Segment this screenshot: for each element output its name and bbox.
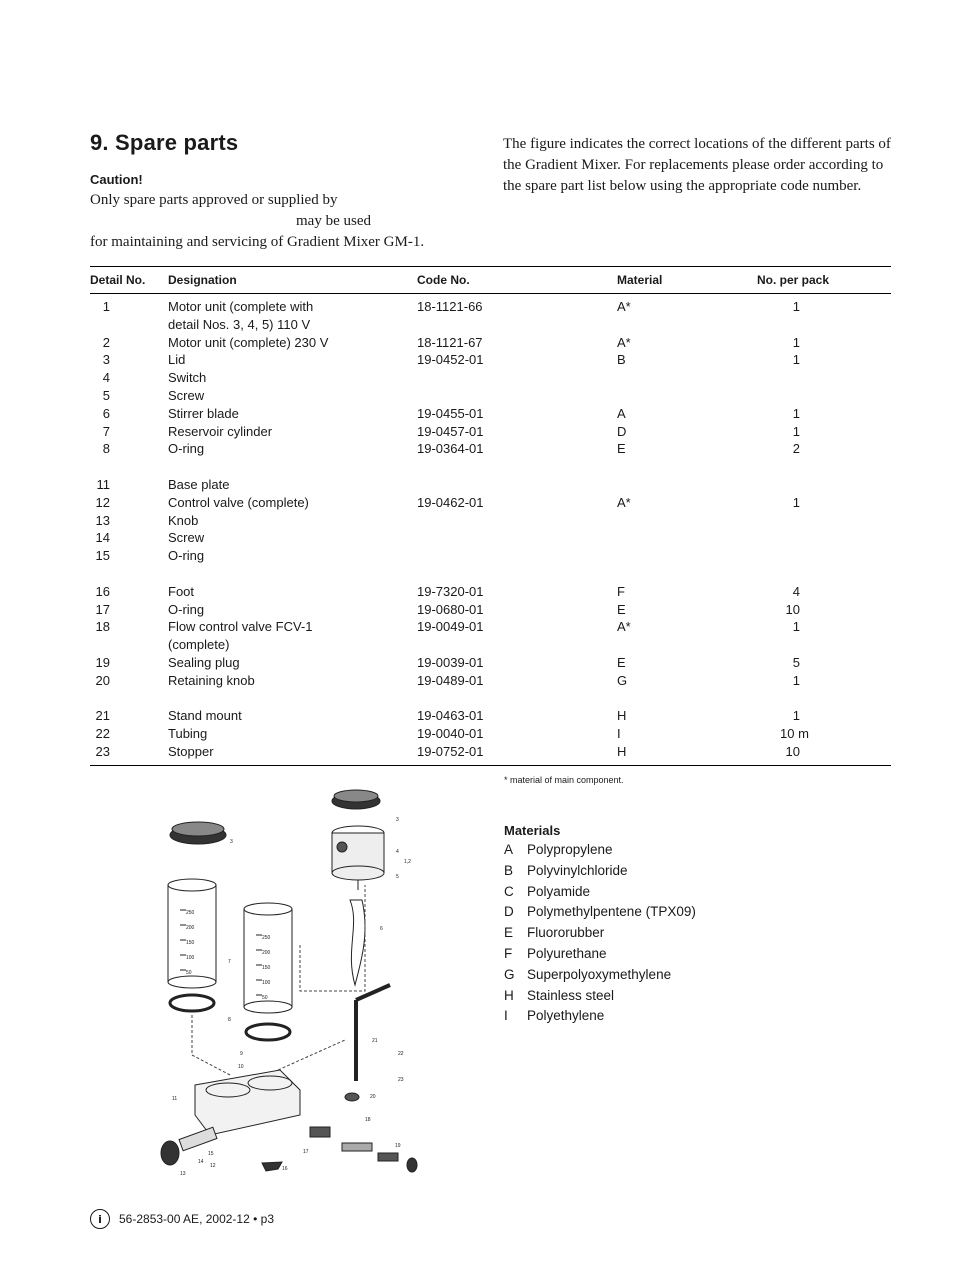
material-name: Polyvinylchloride — [527, 862, 628, 878]
table-row — [90, 618, 891, 636]
table-row — [90, 351, 891, 369]
svg-text:11: 11 — [172, 1096, 178, 1102]
per-pack-cell: 1 — [792, 334, 800, 350]
table-row — [90, 565, 891, 583]
designation-cell: detail Nos. 3, 4, 5) 110 V — [168, 316, 311, 332]
svg-text:1,2: 1,2 — [404, 859, 411, 865]
control-valve — [161, 1127, 217, 1165]
svg-text:18: 18 — [365, 1117, 371, 1123]
detail-no-cell: 6 — [102, 405, 110, 421]
table-row — [90, 334, 891, 352]
material-code: C — [504, 883, 514, 899]
per-pack-cell: 10 — [785, 743, 800, 759]
material-name: Polypropylene — [527, 842, 613, 857]
designation-cell: O-ring — [168, 548, 205, 564]
table-row — [90, 707, 891, 725]
material-cell: G — [617, 672, 628, 688]
designation-cell: Tubing — [168, 726, 208, 742]
stirrer-blade — [350, 900, 365, 985]
material-name: Stainless steel — [527, 987, 615, 1003]
designation-cell: Lid — [168, 352, 186, 368]
material-cell: E — [617, 441, 626, 457]
material-cell: A* — [617, 619, 631, 635]
material-cell: A* — [617, 334, 631, 350]
svg-text:12: 12 — [210, 1163, 216, 1169]
info-icon: i — [90, 1209, 110, 1229]
code-no-cell: 19-0457-01 — [417, 423, 484, 439]
detail-no-cell: 23 — [95, 743, 110, 759]
material-code: F — [504, 945, 513, 961]
svg-text:6: 6 — [380, 926, 383, 932]
svg-text:50: 50 — [186, 970, 192, 976]
material-code: E — [504, 925, 514, 941]
designation-cell: Retaining knob — [168, 672, 255, 688]
col-designation: Designation — [168, 273, 237, 287]
table-row — [90, 440, 891, 458]
col-detail-no: Detail No. — [90, 273, 146, 287]
material-cell: I — [617, 726, 621, 742]
material-name: Fluororubber — [527, 925, 605, 941]
table-row — [90, 672, 891, 690]
code-no-cell: 19-0040-01 — [417, 726, 484, 742]
table-row — [90, 405, 891, 423]
detail-no-cell: 5 — [102, 387, 110, 403]
page-title: 9. Spare parts — [90, 130, 239, 155]
svg-text:13: 13 — [180, 1171, 186, 1177]
material-code: D — [504, 904, 514, 920]
lid-motor-top — [334, 790, 378, 802]
designation-cell: (complete) — [168, 637, 230, 653]
code-no-cell: 18-1121-67 — [417, 334, 483, 350]
footer-text: 56-2853-00 AE, 2002-12 • p3 — [119, 1212, 274, 1226]
table-row — [90, 494, 891, 512]
material-code: H — [504, 987, 514, 1003]
material-cell: B — [617, 352, 626, 368]
material-code: B — [504, 862, 514, 878]
material-code: I — [504, 1008, 508, 1024]
table-row — [90, 601, 891, 619]
material-cell: E — [617, 654, 626, 670]
caution-line-3: for maintaining and servicing of Gradient Mixer GM-1. — [90, 234, 425, 250]
material-cell: A — [617, 405, 626, 421]
detail-no-cell: 1 — [102, 299, 110, 314]
table-row — [90, 423, 891, 441]
table-footnote: * material of main component. — [504, 775, 624, 785]
detail-no-cell: 22 — [95, 726, 110, 742]
code-no-cell: 19-0489-01 — [417, 672, 484, 688]
page-footer — [90, 1209, 274, 1229]
caution-text — [90, 190, 460, 253]
designation-cell: Stopper — [168, 743, 214, 759]
detail-no-cell: 13 — [95, 512, 110, 528]
material-name: Polymethylpentene (TPX09) — [527, 904, 696, 920]
foot — [262, 1162, 282, 1171]
caution-heading: Caution! — [90, 172, 143, 187]
table-row — [90, 298, 891, 316]
svg-text:20: 20 — [370, 1094, 376, 1100]
per-pack-cell: 1 — [792, 299, 800, 314]
table-row — [90, 387, 891, 405]
svg-text:150: 150 — [262, 965, 271, 971]
designation-cell: Motor unit (complete with — [168, 299, 314, 314]
svg-text:16: 16 — [282, 1166, 288, 1172]
caution-line-1: Only spare parts approved or supplied by — [90, 192, 338, 208]
svg-text:4: 4 — [396, 849, 399, 855]
per-pack-cell: 10 m — [780, 726, 809, 742]
designation-cell: Motor unit (complete) 230 V — [168, 334, 329, 350]
per-pack-cell: 1 — [792, 494, 800, 510]
table-row — [90, 369, 891, 387]
svg-text:150: 150 — [186, 940, 195, 946]
material-name: Polyamide — [527, 883, 591, 899]
table-row — [90, 458, 891, 476]
designation-cell: Screw — [168, 530, 205, 546]
table-row — [90, 512, 891, 530]
detail-no-cell: 15 — [95, 548, 110, 564]
detail-no-cell: 20 — [95, 672, 110, 688]
code-no-cell: 19-0752-01 — [417, 743, 484, 759]
svg-text:250: 250 — [186, 910, 195, 916]
material-cell: A* — [617, 299, 631, 314]
designation-cell: Base plate — [168, 476, 230, 492]
svg-text:100: 100 — [262, 980, 271, 986]
table-bottom-rule — [90, 765, 891, 766]
svg-text:8: 8 — [228, 1017, 231, 1023]
col-code-no: Code No. — [417, 273, 470, 287]
detail-no-cell: 16 — [95, 583, 110, 599]
material-code: A — [504, 842, 514, 857]
svg-text:50: 50 — [262, 995, 268, 1001]
detail-no-cell: 18 — [95, 619, 110, 635]
table-row — [90, 725, 891, 743]
col-material: Material — [617, 273, 663, 287]
svg-text:9: 9 — [240, 1051, 243, 1057]
svg-text:10: 10 — [238, 1064, 244, 1070]
reservoir-cylinder-left — [168, 879, 216, 988]
designation-cell: O-ring — [168, 441, 205, 457]
code-no-cell: 19-0463-01 — [417, 708, 484, 724]
o-ring-left — [170, 995, 214, 1011]
svg-text:5: 5 — [396, 874, 399, 880]
detail-no-cell: 8 — [102, 441, 110, 457]
svg-text:3: 3 — [230, 839, 233, 845]
detail-no-cell: 11 — [96, 476, 110, 492]
svg-text:14: 14 — [198, 1159, 204, 1165]
material-cell: D — [617, 423, 627, 439]
motor-unit — [332, 826, 384, 890]
table-row — [90, 690, 891, 708]
code-no-cell: 19-0455-01 — [417, 405, 484, 421]
table-row — [90, 583, 891, 601]
svg-text:3: 3 — [396, 817, 399, 823]
table-row — [90, 316, 891, 334]
designation-cell: Foot — [168, 583, 195, 599]
material-cell: F — [617, 583, 625, 599]
detail-no-cell: 3 — [102, 352, 110, 368]
code-no-cell: 19-0049-01 — [417, 619, 484, 635]
table-row — [90, 743, 891, 761]
flow-control-valve — [310, 1127, 417, 1172]
designation-cell: Screw — [168, 387, 205, 403]
col-no-per-pack: No. per pack — [757, 273, 830, 287]
code-no-cell: 19-7320-01 — [417, 583, 484, 599]
svg-text:250: 250 — [262, 935, 271, 941]
code-no-cell: 19-0680-01 — [417, 601, 484, 617]
detail-no-cell: 14 — [95, 530, 110, 546]
per-pack-cell: 1 — [792, 708, 800, 724]
per-pack-cell: 2 — [792, 441, 800, 457]
detail-no-cell: 4 — [102, 370, 110, 386]
code-no-cell: 19-0452-01 — [417, 352, 484, 368]
table-row — [90, 547, 891, 565]
designation-cell: Switch — [168, 370, 207, 386]
svg-text:7: 7 — [228, 959, 231, 965]
per-pack-cell: 1 — [792, 352, 800, 368]
designation-cell: O-ring — [168, 601, 205, 617]
material-name: Superpolyoxymethylene — [527, 966, 672, 982]
detail-no-cell: 21 — [95, 708, 110, 724]
svg-text:200: 200 — [262, 950, 271, 956]
materials-heading: Materials — [504, 823, 561, 838]
table-header — [90, 267, 891, 293]
table-row — [90, 529, 891, 547]
svg-text:100: 100 — [186, 955, 195, 961]
detail-no-cell: 12 — [95, 494, 110, 510]
table-row — [90, 476, 891, 494]
base-plate — [195, 1070, 300, 1135]
svg-text:23: 23 — [398, 1077, 404, 1083]
designation-cell: Knob — [168, 512, 199, 528]
code-no-cell: 19-0364-01 — [417, 441, 484, 457]
designation-cell: Reservoir cylinder — [168, 423, 273, 439]
exploded-view-figure — [150, 785, 425, 1185]
code-no-cell: 19-0039-01 — [417, 654, 484, 670]
table-row — [90, 636, 891, 654]
spare-parts-table — [90, 266, 891, 766]
code-no-cell: 19-0462-01 — [417, 494, 484, 510]
per-pack-cell: 4 — [792, 583, 800, 599]
code-no-cell: 18-1121-66 — [417, 299, 483, 314]
per-pack-cell: 10 — [785, 601, 800, 617]
detail-no-cell: 17 — [95, 601, 110, 617]
intro-paragraph: The figure indicates the correct locations of the different parts of the Gradient Mixer. For replacements please order according to the spare part list below using the appropriate code number. — [503, 136, 891, 194]
reservoir-cylinder-right — [244, 903, 292, 1013]
detail-no-cell: 19 — [95, 654, 110, 670]
table-body — [90, 294, 891, 765]
lid-left-top — [172, 822, 224, 836]
svg-text:200: 200 — [186, 925, 195, 931]
material-name: Polyurethane — [527, 945, 607, 961]
stand-mount — [345, 985, 390, 1101]
per-pack-cell: 1 — [792, 672, 800, 688]
per-pack-cell: 5 — [792, 654, 800, 670]
designation-cell: Control valve (complete) — [168, 494, 309, 510]
material-cell: A* — [617, 494, 631, 510]
per-pack-cell: 1 — [792, 619, 800, 635]
o-ring-right — [246, 1024, 290, 1040]
material-name: Polyethylene — [527, 1008, 605, 1024]
svg-text:21: 21 — [372, 1038, 378, 1044]
caution-line-2: may be used — [296, 213, 371, 229]
svg-text:17: 17 — [303, 1149, 309, 1155]
designation-cell: Flow control valve FCV-1 — [168, 619, 313, 635]
per-pack-cell: 1 — [792, 405, 800, 421]
designation-cell: Sealing plug — [168, 654, 240, 670]
table-row — [90, 654, 891, 672]
material-code: G — [504, 966, 515, 982]
detail-no-cell: 7 — [102, 423, 110, 439]
material-cell: E — [617, 601, 626, 617]
svg-text:22: 22 — [398, 1051, 404, 1057]
svg-text:19: 19 — [395, 1143, 401, 1149]
material-cell: H — [617, 743, 627, 759]
designation-cell: Stand mount — [168, 708, 242, 724]
svg-text:15: 15 — [208, 1151, 214, 1157]
material-cell: H — [617, 708, 627, 724]
designation-cell: Stirrer blade — [168, 405, 239, 421]
per-pack-cell: 1 — [792, 423, 800, 439]
detail-no-cell: 2 — [102, 334, 110, 350]
